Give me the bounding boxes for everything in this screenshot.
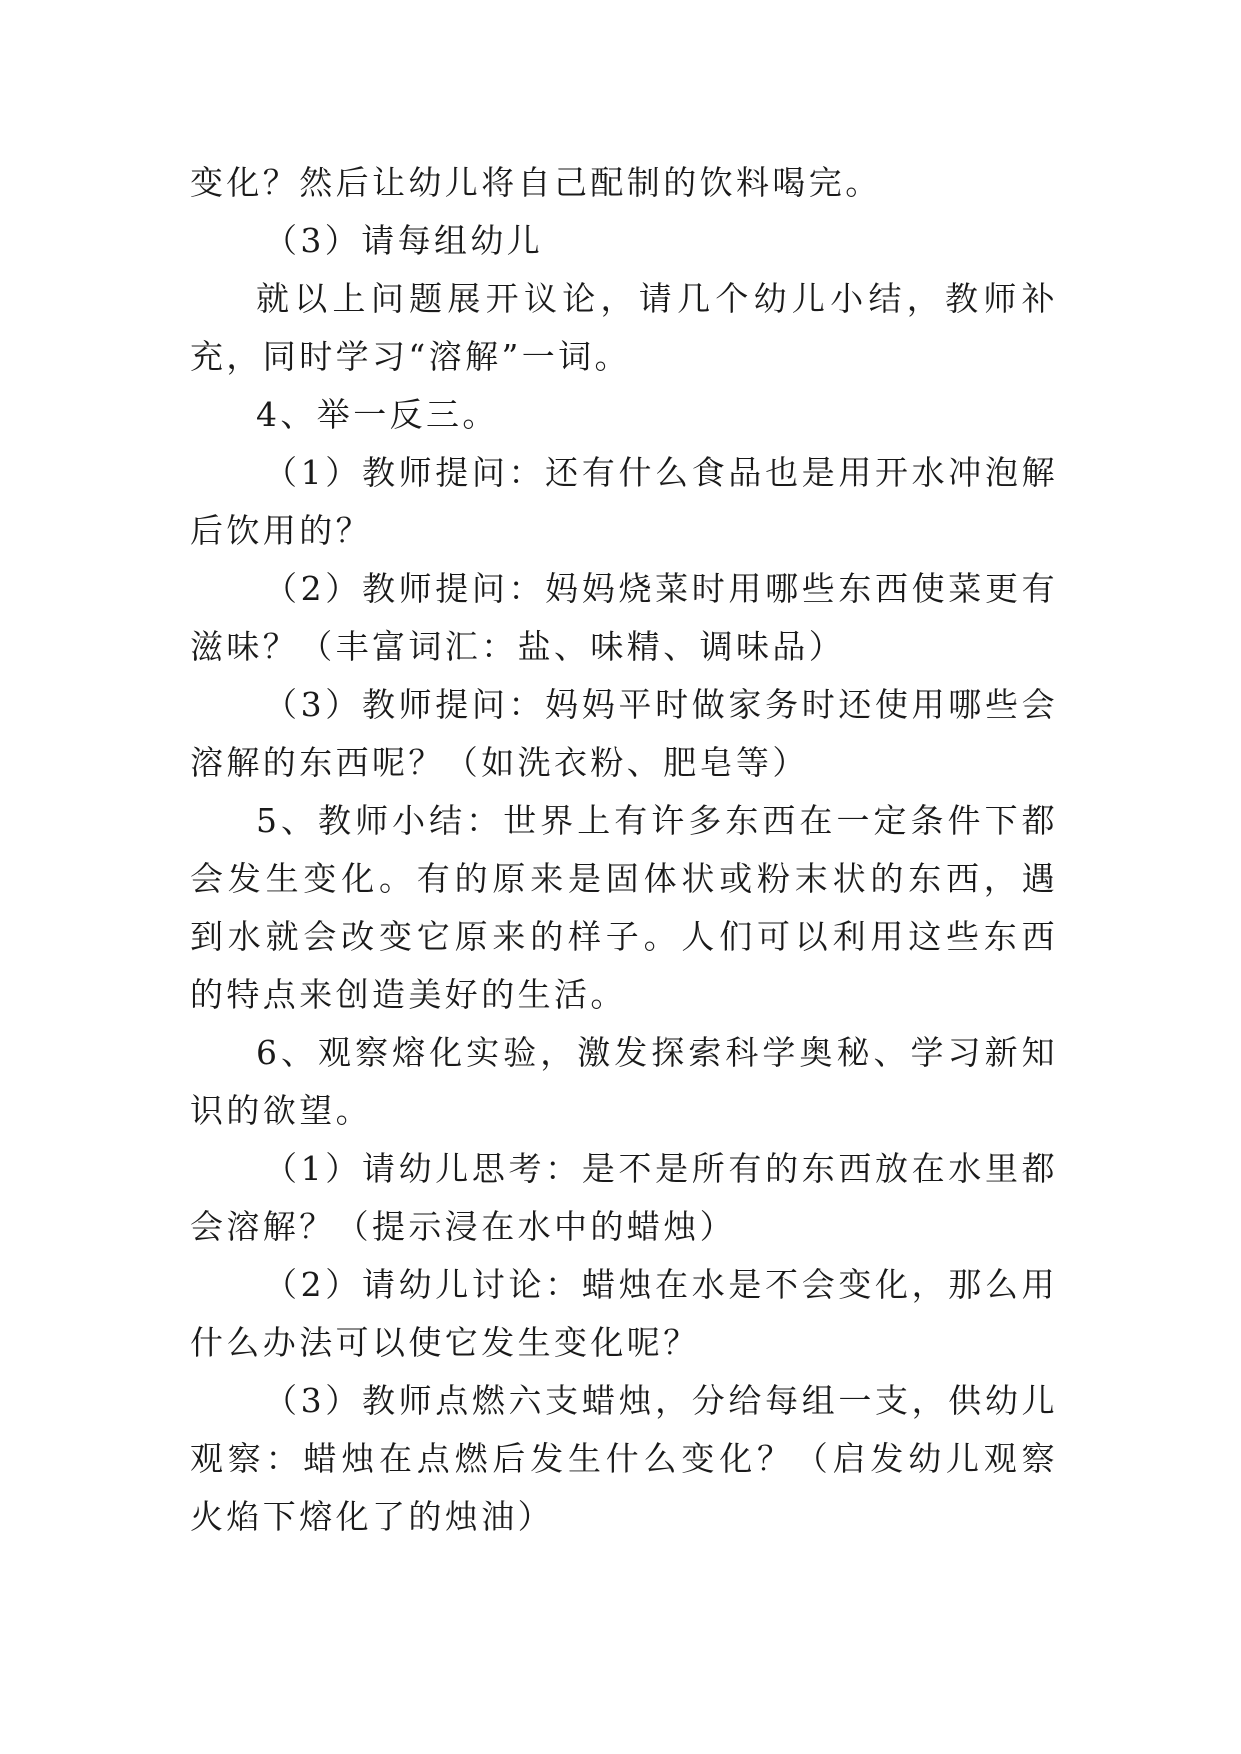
paragraph-2: （3）请每组幼儿 [264, 221, 544, 260]
paragraph-6: （2）教师提问：妈妈烧菜时用哪些东西使菜更有滋味？（丰富词汇：盐、味精、调味品） [190, 569, 1058, 666]
paragraph-10: （1）请幼儿思考：是不是所有的东西放在水里都会溶解？（提示浸在水中的蜡烛） [190, 1149, 1058, 1246]
paragraph-7: （3）教师提问：妈妈平时做家务时还使用哪些会溶解的东西呢？（如洗衣粉、肥皂等） [190, 685, 1058, 782]
paragraph-11: （2）请幼儿讨论：蜡烛在水是不会变化，那么用什么办法可以使它发生变化呢？ [190, 1265, 1058, 1362]
paragraph-5: （1）教师提问：还有什么食品也是用开水冲泡解后饮用的？ [190, 453, 1058, 550]
paragraph-3: 就以上问题展开议论，请几个幼儿小结，教师补充，同时学习“溶解”一词。 [190, 279, 1058, 376]
paragraph-9: 6、观察熔化实验，激发探索科学奥秘、学习新知识的欲望。 [190, 1033, 1058, 1130]
document-body [190, 154, 1058, 1546]
paragraph-4: 4、举一反三。 [256, 395, 499, 434]
paragraph-12: （3）教师点燃六支蜡烛，分给每组一支，供幼儿观察：蜡烛在点燃后发生什么变化？（启发幼儿观察火焰下熔化了的烛油） [190, 1381, 1058, 1536]
paragraph-1: 变化？然后让幼儿将自己配制的饮料喝完。 [190, 163, 882, 202]
paragraph-8: 5、教师小结：世界上有许多东西在一定条件下都会发生变化。有的原来是固体状或粉末状的东西，遇到水就会改变它原来的样子。人们可以利用这些东西的特点来创造美好的生活。 [190, 801, 1058, 1014]
